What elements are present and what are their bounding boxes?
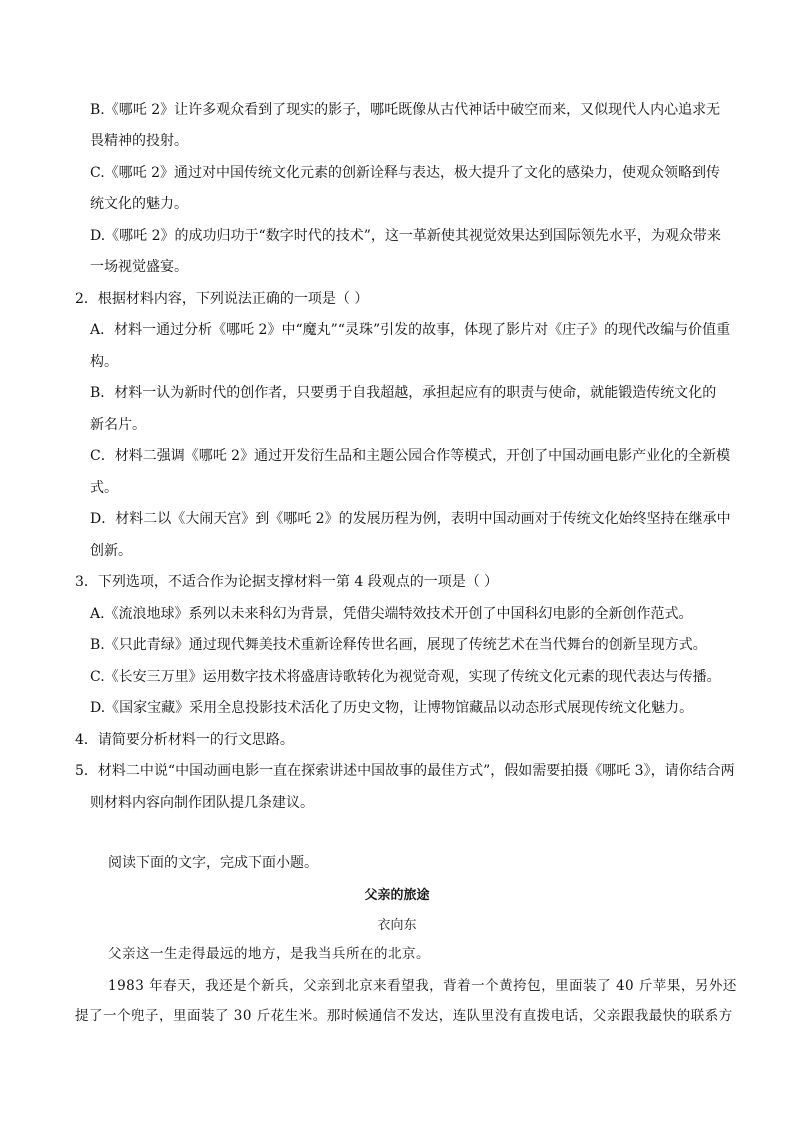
q2-option-a-line1: A．材料一通过分析《哪吒 2》中“魔丸”“灵珠”引发的故事，体现了影片对《庄子》的现代改编与价值重 (90, 322, 731, 338)
q2-option-d-line1: D．材料二以《大闹天宫》到《哪吒 2》的发展历程为例，表明中国动画对于传统文化始终坚持在继承中 (90, 511, 731, 527)
question-5-line1: 5．材料二中说“中国动画电影一直在探索讲述中国故事的最佳方式”，假如需要拍摄《哪吒 3》，请你结合两 (75, 763, 735, 779)
story-title: 父亲的旅途 (364, 888, 430, 903)
question-3: 3．下列选项，不适合作为论据支撑材料一第 4 段观点的一项是（ ） (75, 574, 499, 590)
reading-instruction: 阅读下面的文字，完成下面小题。 (108, 855, 318, 871)
q2-option-d-line2: 创新。 (90, 543, 132, 559)
option-c-line2: 统文化的魅力。 (90, 196, 188, 212)
q3-option-c: C.《长安三万里》运用数字技术将盛唐诗歌转化为视觉奇观，实现了传统文化元素的现代表达与传播。 (90, 669, 721, 685)
q2-option-b-line2: 新名片。 (90, 417, 146, 433)
option-d-line1: D.《哪吒 2》的成功归功于“数字时代的技术”，这一革新使其视觉效果达到国际领先水平，为观众带来 (90, 228, 721, 244)
question-4: 4．请简要分析材料一的行文思路。 (75, 732, 294, 748)
option-b-line1: B.《哪吒 2》让许多观众看到了现实的影子，哪吒既像从古代神话中破空而来，又似现代人内心追求无 (90, 102, 721, 118)
story-author: 衣向东 (377, 918, 417, 933)
q2-option-a-line2: 构。 (90, 354, 118, 370)
question-5-line2: 则材料内容向制作团队提几条建议。 (90, 795, 314, 811)
q2-option-b-line1: B．材料一认为新时代的创作者，只要勇于自我超越，承担起应有的职责与使命，就能锻造传统文化的 (90, 385, 717, 401)
option-d-line2: 一场视觉盛宴。 (90, 259, 188, 275)
q2-option-c-line2: 式。 (90, 480, 118, 496)
q3-option-b: B.《只此青绿》通过现代舞美技术重新诠释传世名画，展现了传统艺术在当代舞台的创新呈现方式。 (90, 637, 707, 653)
option-c-line1: C.《哪吒 2》通过对中国传统文化元素的创新诠释与表达，极大提升了文化的感染力，使观众领略到传 (90, 165, 721, 181)
question-2: 2．根据材料内容，下列说法正确的一项是（ ） (75, 291, 369, 307)
q3-option-d: D.《国家宝藏》采用全息投影技术活化了历史文物，让博物馆藏品以动态形式展现传统文化魅力。 (90, 700, 694, 716)
q2-option-c-line1: C．材料二强调《哪吒 2》通过开发衍生品和主题公园合作等模式，开创了中国动画电影产业化的全新模 (90, 448, 731, 464)
story-paragraph-2-line2: 提了一个兜子，里面装了 30 斤花生米。那时候通信不发达，连队里没有直拨电话，父亲跟我最快的联系方 (75, 1008, 733, 1024)
story-paragraph-1: 父亲这一生走得最远的地方，是我当兵所在的北京。 (108, 946, 430, 962)
q3-option-a: A.《流浪地球》系列以未来科幻为背景，凭借尖端特效技术开创了中国科幻电影的全新创作范式。 (90, 606, 693, 622)
story-paragraph-2-line1: 1983 年春天，我还是个新兵，父亲到北京来看望我，背着一个黄挎包，里面装了 40 斤苹果，另外还 (108, 978, 737, 994)
option-b-line2: 畏精神的投射。 (90, 133, 188, 149)
